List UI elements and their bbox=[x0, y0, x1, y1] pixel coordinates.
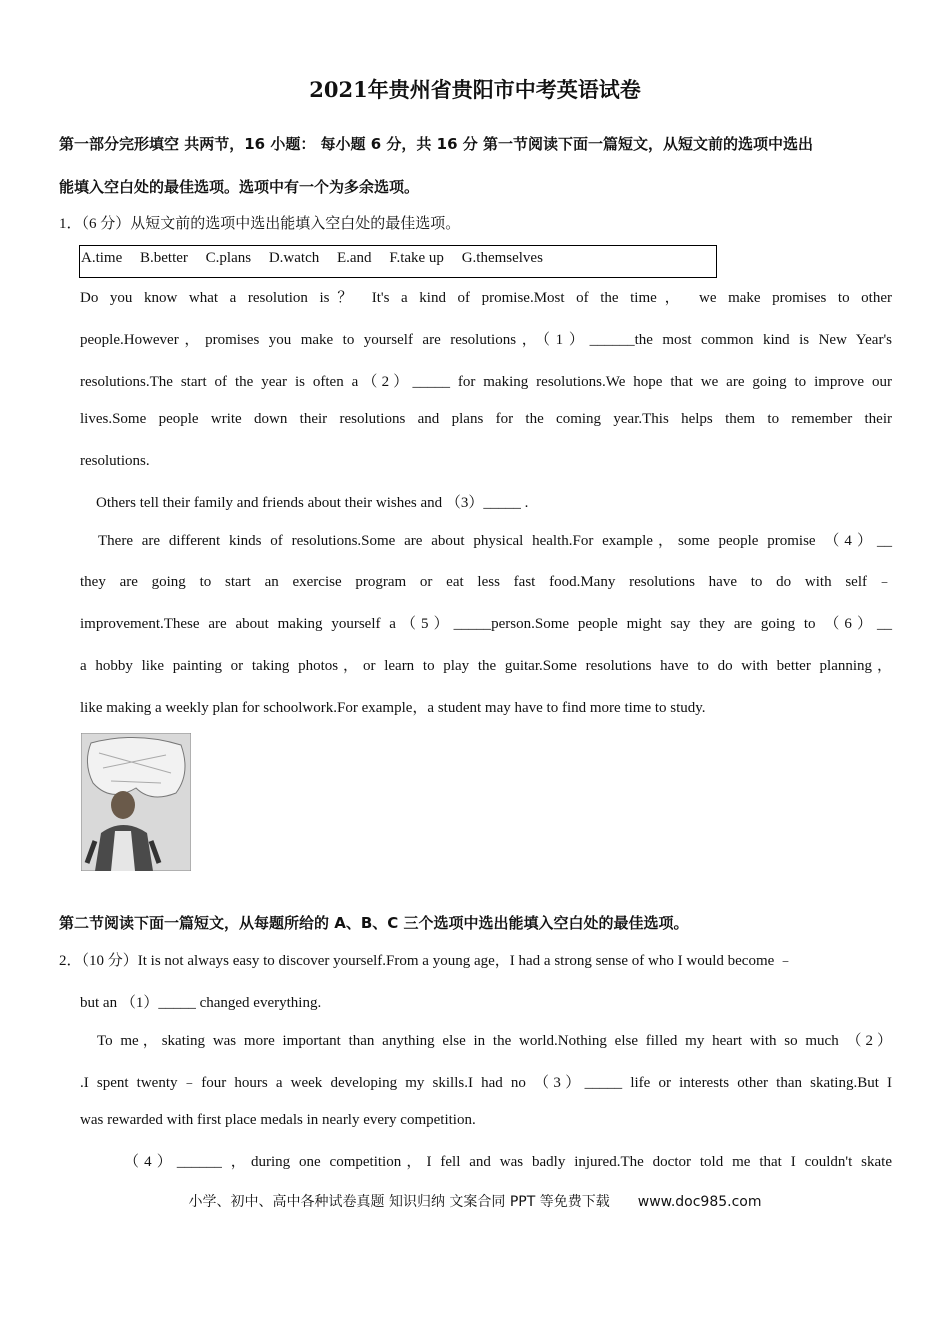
option-b: B.better bbox=[140, 250, 188, 266]
option-c: C.plans bbox=[205, 250, 252, 266]
q1-line-3: resolutions.The start of the year is often a（2）_____ for making resolutions.We hope that we are going to improve our bbox=[80, 374, 892, 390]
q1-para2-line-5: like making a weekly plan for schoolwork.For example，a student may have to find more time to study. bbox=[80, 700, 706, 716]
q1-para2-line-2: they are going to start an exercise program or eat less fast food.Many resolutions have to do with self﹣ bbox=[80, 574, 892, 590]
page-footer bbox=[0, 1191, 950, 1211]
q1-intro: 1．（6 分）从短文前的选项中选出能填入空白处的最佳选项。 bbox=[59, 216, 461, 232]
option-f: F.take up bbox=[389, 250, 444, 266]
q1-para2-line-4: a hobby like painting or taking photos，or learn to play the guitar.Some resolutions have to do with better planning， bbox=[80, 658, 892, 674]
page-title: 2021年贵州省贵阳市中考英语试卷 bbox=[309, 77, 641, 102]
q2-line-5: was rewarded with first place medals in nearly every competition. bbox=[80, 1112, 476, 1128]
q1-para2-line-3: improvement.These are about making yourself a（5）_____person.Some people might say they are going to （6）__ bbox=[80, 616, 892, 632]
q1-others-line: Others tell their family and friends about their wishes and （3）_____ . bbox=[96, 495, 529, 511]
footer-url[interactable]: www.doc985.com bbox=[637, 1194, 762, 1210]
footer-text: 小学、初中、高中各种试卷真题 知识归纳 文案合同 PPT 等免费下载 bbox=[188, 1194, 610, 1210]
q2-line-3: To me，skating was more important than anything else in the world.Nothing else filled my heart with so much （2） bbox=[97, 1033, 892, 1049]
q1-line-1: Do you know what a resolution is？ It's a kind of promise.Most of the time， we make promises to other bbox=[80, 290, 892, 306]
q1-para2-line-1: There are different kinds of resolutions.Some are about physical health.For example，some people promise （4）__ bbox=[98, 533, 892, 549]
q2-line-4: .I spent twenty﹣four hours a week developing my skills.I had no （3）_____ life or interests other than skating.But I bbox=[80, 1075, 892, 1091]
q2-line-1: 2．（10 分）It is not always easy to discover yourself.From a young age，I had a strong sense of who I would become ﹣ bbox=[59, 953, 794, 969]
q1-line-2: people.However，promises you make to yourself are resolutions，（1）______the most common kind is New Year's bbox=[80, 332, 892, 348]
options-row bbox=[81, 250, 557, 267]
part1-heading-line1: 第一部分完形填空 共两节，16 小题： 每小题 6 分，共 16 分 第一节阅读下面一篇短文，从短文前的选项中选出 bbox=[59, 135, 813, 153]
option-e: E.and bbox=[336, 250, 372, 266]
part2-heading: 第二节阅读下面一篇短文，从每题所给的 A、B、C 三个选项中选出能填入空白处的最佳选项。 bbox=[59, 914, 689, 932]
option-a: A.time bbox=[81, 250, 123, 266]
q1-line-5: resolutions. bbox=[80, 453, 150, 469]
q1-line-4: lives.Some people write down their resolutions and plans for the coming year.This helps them to remember their bbox=[80, 411, 892, 427]
q2-line-2: but an （1）_____ changed everything. bbox=[80, 995, 322, 1011]
option-g: G.themselves bbox=[461, 250, 543, 266]
man-with-thought-cloud-image bbox=[81, 733, 191, 871]
q2-line-6: （4）______ ，during one competition，I fell and was badly injured.The doctor told me that I couldn't skate bbox=[124, 1154, 892, 1170]
part1-heading-line2: 能填入空白处的最佳选项。选项中有一个为多余选项。 bbox=[59, 178, 420, 196]
option-d: D.watch bbox=[268, 250, 320, 266]
